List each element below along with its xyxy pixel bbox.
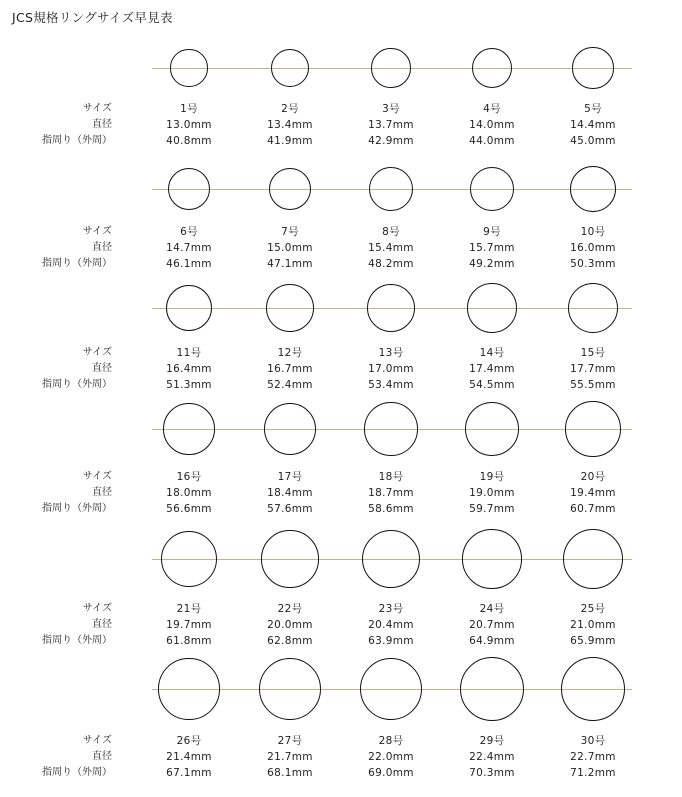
diameter-value: 22.4mm [469,751,515,764]
circumference-value: 53.4mm [368,379,414,392]
size-cell [341,101,441,149]
size-label: 21号 [176,603,202,616]
size-cell [442,345,542,393]
circumference-value: 50.3mm [570,257,616,270]
circumference-value: 67.1mm [166,767,212,780]
circumference-value: 54.5mm [469,379,515,392]
ring-circle [570,166,616,212]
size-cell [139,101,239,149]
circumference-value: 51.3mm [166,379,212,392]
ring-circle [163,403,214,454]
label-circumference: 指周り（外周） [42,502,112,514]
diameter-value: 15.0mm [267,241,313,254]
label-circumference: 指周り（外周） [42,134,112,146]
ring-circle [360,658,423,721]
size-cell [341,469,441,517]
size-label: 27号 [277,735,303,748]
size-label: 17号 [277,470,303,483]
diameter-value: 21.0mm [570,619,616,632]
circumference-value: 65.9mm [570,635,616,648]
circumference-value: 40.8mm [166,134,212,147]
size-label: 5号 [584,102,602,115]
ring-circle [170,49,207,86]
size-cell [442,101,542,149]
label-diameter: 直径 [92,751,112,763]
size-label: 3号 [382,102,400,115]
diameter-value: 16.7mm [267,363,313,376]
circumference-value: 49.2mm [469,257,515,270]
diameter-value: 16.4mm [166,363,212,376]
ring-circle [565,401,620,456]
row-labels [42,345,112,393]
diameter-value: 15.7mm [469,241,515,254]
ring-circle [472,48,512,88]
label-diameter: 直径 [92,118,112,130]
diameter-value: 14.7mm [166,241,212,254]
size-label: 10号 [580,225,606,238]
size-label: 1号 [180,102,198,115]
ring-circle [465,402,519,456]
size-label: 20号 [580,470,606,483]
circumference-value: 47.1mm [267,257,313,270]
size-cell [442,224,542,272]
circumference-value: 63.9mm [368,635,414,648]
row-labels [42,224,112,272]
size-cell [341,601,441,649]
size-label: 4号 [483,102,501,115]
diameter-value: 20.7mm [469,619,515,632]
size-label: 22号 [277,603,303,616]
size-label: 19号 [479,470,505,483]
diameter-value: 19.0mm [469,486,515,499]
label-diameter: 直径 [92,241,112,253]
label-circumference: 指周り（外周） [42,257,112,269]
circumference-value: 64.9mm [469,635,515,648]
size-label: 30号 [580,735,606,748]
label-size: サイズ [82,470,112,482]
ring-circle [369,167,413,211]
size-label: 29号 [479,735,505,748]
size-label: 25号 [580,603,606,616]
size-label: 2号 [281,102,299,115]
circumference-value: 69.0mm [368,767,414,780]
size-cell [341,224,441,272]
ring-circle [166,285,213,332]
size-cell [442,469,542,517]
diameter-value: 21.7mm [267,751,313,764]
circumference-value: 41.9mm [267,134,313,147]
diameter-value: 20.0mm [267,619,313,632]
ring-circle [371,48,410,87]
row-labels [42,469,112,517]
circumference-value: 58.6mm [368,502,414,515]
size-cell [341,733,441,781]
diameter-value: 19.4mm [570,486,616,499]
size-cell [543,224,643,272]
diameter-value: 18.0mm [166,486,212,499]
diameter-value: 22.7mm [570,751,616,764]
label-diameter: 直径 [92,363,112,375]
circumference-value: 44.0mm [469,134,515,147]
ring-circle [261,530,318,587]
diameter-value: 18.7mm [368,486,414,499]
size-cell [543,101,643,149]
diameter-value: 15.4mm [368,241,414,254]
circumference-value: 70.3mm [469,767,515,780]
size-cell [543,733,643,781]
diameter-value: 17.0mm [368,363,414,376]
circumference-value: 56.6mm [166,502,212,515]
ring-circle [264,403,317,456]
label-size: サイズ [82,102,112,114]
ring-circle [271,49,309,87]
size-cell [240,601,340,649]
size-cell [139,601,239,649]
size-label: 18号 [378,470,404,483]
row-labels [42,601,112,649]
size-label: 9号 [483,225,501,238]
diameter-value: 21.4mm [166,751,212,764]
size-cell [139,345,239,393]
size-label: 15号 [580,347,606,360]
size-cell [442,601,542,649]
size-label: 7号 [281,225,299,238]
diameter-value: 22.0mm [368,751,414,764]
size-cell [240,733,340,781]
label-size: サイズ [82,225,112,237]
label-size: サイズ [82,347,112,359]
circumference-value: 59.7mm [469,502,515,515]
circumference-value: 62.8mm [267,635,313,648]
circumference-value: 60.7mm [570,502,616,515]
row-labels [42,101,112,149]
label-size: サイズ [82,603,112,615]
size-cell [341,345,441,393]
size-label: 16号 [176,470,202,483]
ring-circle [168,168,210,210]
ring-circle [561,657,626,722]
ring-circle [266,284,314,332]
diameter-value: 13.7mm [368,118,414,131]
ring-circle [161,531,217,587]
label-circumference: 指周り（外周） [42,379,112,391]
diameter-value: 13.0mm [166,118,212,131]
diameter-value: 14.4mm [570,118,616,131]
ring-circle [563,529,623,589]
label-circumference: 指周り（外周） [42,767,112,779]
ring-circle [467,283,517,333]
diameter-value: 16.0mm [570,241,616,254]
size-label: 8号 [382,225,400,238]
size-cell [543,601,643,649]
ring-circle [367,284,416,333]
diameter-value: 14.0mm [469,118,515,131]
size-label: 14号 [479,347,505,360]
circumference-value: 46.1mm [166,257,212,270]
size-label: 26号 [176,735,202,748]
size-label: 28号 [378,735,404,748]
page-title: JCS規格リングサイズ早見表 [12,10,173,25]
circumference-value: 42.9mm [368,134,414,147]
size-cell [442,733,542,781]
ring-circle [362,530,420,588]
ring-circle [462,529,521,588]
ring-circle [568,283,619,334]
diameter-value: 13.4mm [267,118,313,131]
label-diameter: 直径 [92,619,112,631]
ring-circle [259,658,321,720]
size-cell [543,469,643,517]
label-diameter: 直径 [92,486,112,498]
row-labels [42,733,112,781]
label-size: サイズ [82,735,112,747]
size-cell [543,345,643,393]
circumference-value: 68.1mm [267,767,313,780]
diameter-value: 18.4mm [267,486,313,499]
diameter-value: 17.7mm [570,363,616,376]
size-label: 23号 [378,603,404,616]
circumference-value: 45.0mm [570,134,616,147]
size-cell [240,224,340,272]
ring-circle [269,168,312,211]
diameter-value: 20.4mm [368,619,414,632]
size-cell [240,469,340,517]
size-cell [139,733,239,781]
circumference-value: 61.8mm [166,635,212,648]
ring-circle [572,47,613,88]
size-label: 11号 [176,347,202,360]
ring-circle [470,167,515,212]
size-label: 24号 [479,603,505,616]
diameter-value: 19.7mm [166,619,212,632]
circumference-value: 71.2mm [570,767,616,780]
size-label: 12号 [277,347,303,360]
circumference-value: 52.4mm [267,379,313,392]
label-circumference: 指周り（外周） [42,635,112,647]
size-cell [240,345,340,393]
ring-circle [460,657,524,721]
size-cell [240,101,340,149]
ring-circle [364,402,417,455]
size-label: 13号 [378,347,404,360]
size-cell [139,224,239,272]
ring-circle [158,658,219,719]
size-cell [139,469,239,517]
circumference-value: 57.6mm [267,502,313,515]
circumference-value: 55.5mm [570,379,616,392]
size-label: 6号 [180,225,198,238]
circumference-value: 48.2mm [368,257,414,270]
diameter-value: 17.4mm [469,363,515,376]
